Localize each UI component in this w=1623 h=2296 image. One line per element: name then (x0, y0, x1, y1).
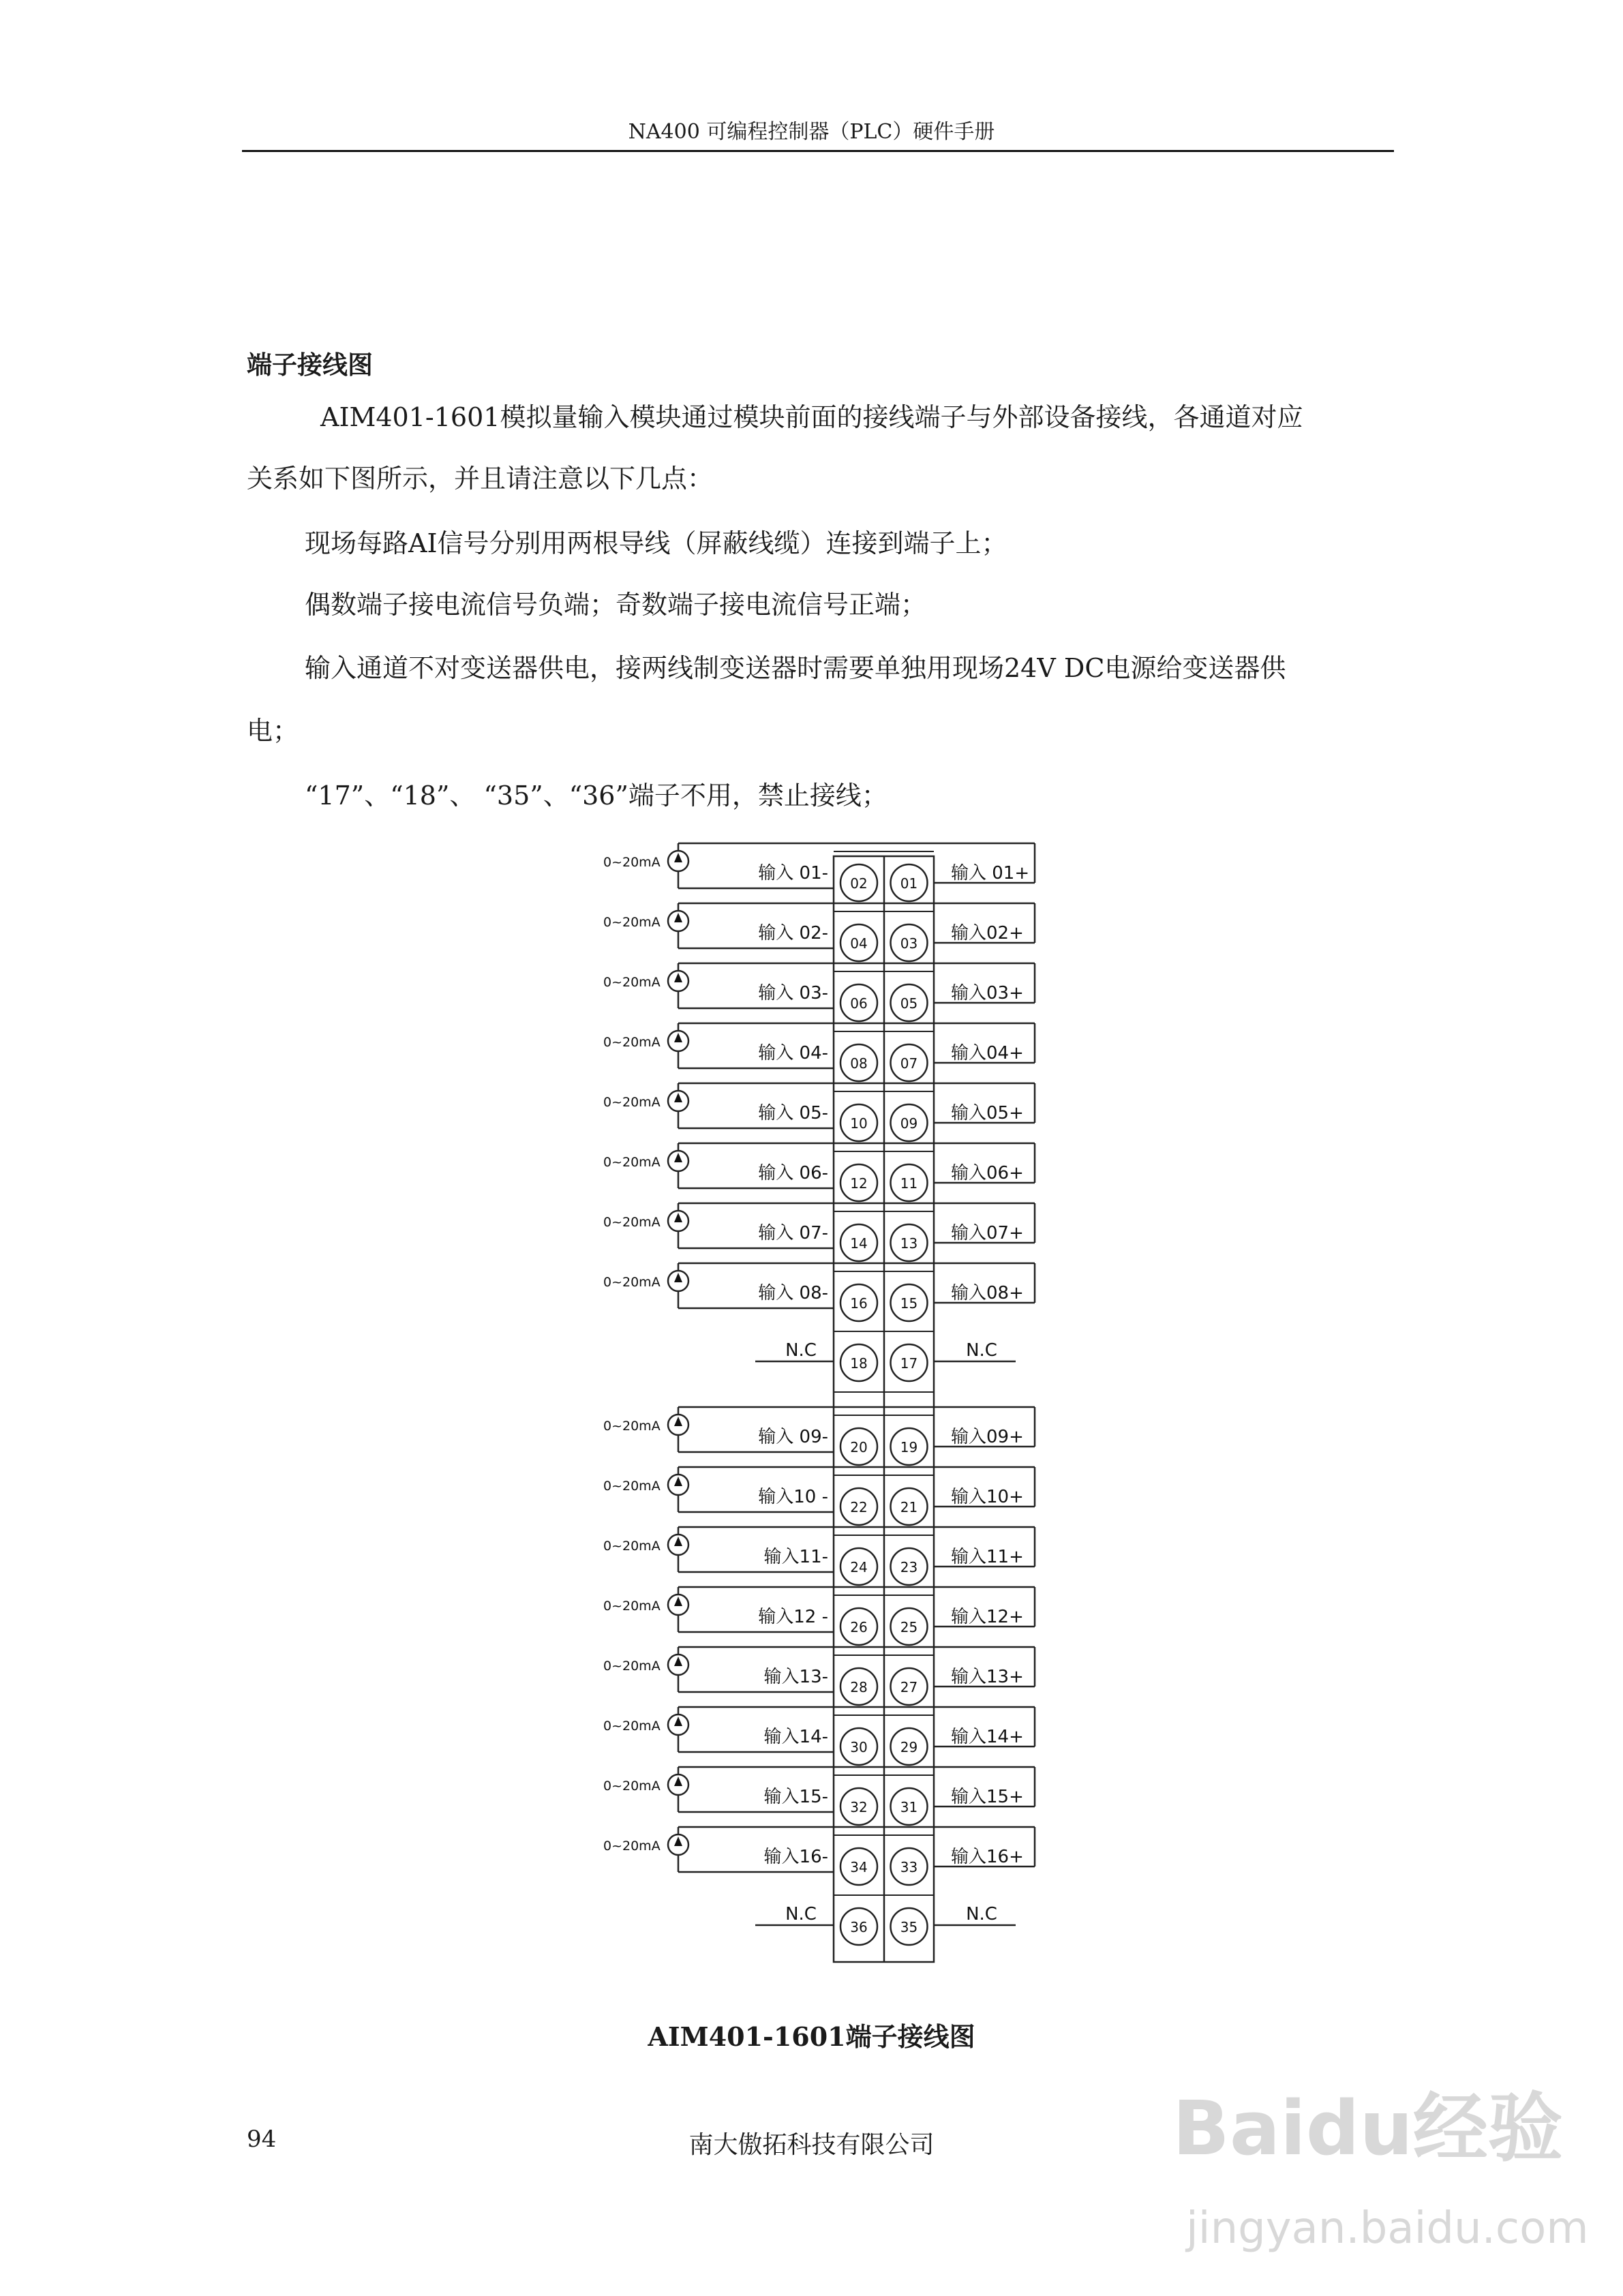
note-wiring: 现场每路AI信号分别用两根导线（屏蔽线缆）连接到端子上； (305, 528, 1007, 558)
terminal-number: 33 (900, 1859, 918, 1875)
channel-minus-label: 输入 01- (758, 863, 828, 883)
terminal-number: 09 (900, 1115, 918, 1132)
channel-plus-label: 输入04+ (951, 1043, 1024, 1063)
terminal-number: 15 (900, 1295, 918, 1312)
channel-plus-label: 输入13+ (951, 1667, 1024, 1687)
terminal-number: 14 (850, 1235, 868, 1252)
footer-company: 南大傲拓科技有限公司 (688, 2131, 935, 2159)
channel-minus-label: 输入 07- (758, 1223, 828, 1243)
channel-minus-label: 输入 08- (758, 1283, 828, 1303)
channel-minus-label: 输入 03- (758, 983, 828, 1003)
terminal-number: 01 (900, 875, 918, 892)
paragraph-intro-line2: 关系如下图所示，并且请注意以下几点： (247, 464, 714, 494)
source-range-label: 0~20mA (603, 1599, 661, 1614)
terminal-number: 36 (850, 1919, 868, 1935)
section-title: 端子接线图 (247, 350, 373, 380)
terminal-number: 07 (900, 1055, 918, 1072)
nc-label-left: N.C (785, 1904, 817, 1924)
source-range-label: 0~20mA (603, 1155, 661, 1170)
source-range-label: 0~20mA (603, 1215, 661, 1230)
terminal-number: 12 (850, 1175, 868, 1192)
terminal-number: 06 (850, 995, 868, 1012)
terminal-number: 08 (850, 1055, 868, 1072)
channel-plus-label: 输入12+ (951, 1607, 1024, 1627)
channel-plus-label: 输入11+ (951, 1547, 1024, 1567)
terminal-number: 13 (900, 1235, 918, 1252)
note-power-line1: 输入通道不对变送器供电，接两线制变送器时需要单独用现场24V DC电源给变送器供 (305, 653, 1286, 683)
page-number: 94 (247, 2126, 277, 2153)
diagram-caption: AIM401-1601端子接线图 (648, 2021, 975, 2052)
terminal-number: 34 (850, 1859, 868, 1875)
terminal-number: 19 (900, 1439, 918, 1455)
source-range-label: 0~20mA (603, 1659, 661, 1674)
channel-plus-label: 输入07+ (951, 1223, 1024, 1243)
channel-plus-label: 输入10+ (951, 1487, 1024, 1507)
terminal-number: 23 (900, 1559, 918, 1575)
terminal-number: 24 (850, 1559, 868, 1575)
paragraph-intro-line1: AIM401-1601模拟量输入模块通过模块前面的接线端子与外部设备接线，各通道对应 (320, 402, 1303, 432)
source-range-label: 0~20mA (603, 1035, 661, 1050)
channel-minus-label: 输入 05- (758, 1103, 828, 1123)
terminal-number: 05 (900, 995, 918, 1012)
channel-minus-label: 输入11- (763, 1547, 828, 1567)
terminal-number: 10 (850, 1115, 868, 1132)
channel-minus-label: 输入14- (763, 1727, 828, 1747)
nc-label-right: N.C (966, 1904, 997, 1924)
channel-minus-label: 输入16- (763, 1847, 828, 1867)
source-range-label: 0~20mA (603, 915, 661, 930)
terminal-number: 20 (850, 1439, 868, 1455)
channel-minus-label: 输入10 - (758, 1487, 828, 1507)
source-range-label: 0~20mA (603, 855, 661, 870)
source-range-label: 0~20mA (603, 1479, 661, 1494)
terminal-number: 18 (850, 1355, 868, 1372)
terminal-number: 28 (850, 1679, 868, 1695)
channel-minus-label: 输入 04- (758, 1043, 828, 1063)
source-range-label: 0~20mA (603, 1839, 661, 1854)
channel-minus-label: 输入12 - (758, 1607, 828, 1627)
terminal-number: 02 (850, 875, 868, 892)
channel-minus-label: 输入13- (763, 1667, 828, 1687)
channel-plus-label: 输入15+ (951, 1787, 1024, 1807)
watermark-url: jingyan.baidu.com (1186, 2203, 1589, 2254)
terminal-number: 27 (900, 1679, 918, 1695)
terminal-number: 26 (850, 1619, 868, 1635)
baidu-watermark-logo (1159, 2072, 1595, 2277)
channel-plus-label: 输入03+ (951, 983, 1024, 1003)
terminal-number: 29 (900, 1739, 918, 1755)
source-range-label: 0~20mA (603, 1779, 661, 1794)
source-range-label: 0~20mA (603, 1095, 661, 1110)
note-power-line2: 电； (247, 716, 299, 746)
terminal-number: 22 (850, 1499, 868, 1515)
source-range-label: 0~20mA (603, 1275, 661, 1290)
terminal-number: 04 (850, 935, 868, 952)
terminal-number: 35 (900, 1919, 918, 1935)
channel-plus-label: 输入08+ (951, 1283, 1024, 1303)
channel-plus-label: 输入 01+ (951, 863, 1030, 883)
source-range-label: 0~20mA (603, 1419, 661, 1434)
terminal-number: 32 (850, 1799, 868, 1815)
channel-minus-label: 输入 02- (758, 923, 828, 943)
nc-label-right: N.C (966, 1340, 997, 1361)
source-range-label: 0~20mA (603, 1719, 661, 1734)
channel-minus-label: 输入 09- (758, 1427, 828, 1447)
note-polarity: 偶数端子接电流信号负端；奇数端子接电流信号正端； (305, 590, 927, 620)
channel-plus-label: 输入02+ (951, 923, 1024, 943)
channel-minus-label: 输入 06- (758, 1163, 828, 1183)
terminal-number: 17 (900, 1355, 918, 1372)
terminal-number: 21 (900, 1499, 918, 1515)
source-range-label: 0~20mA (603, 1539, 661, 1554)
terminal-number: 30 (850, 1739, 868, 1755)
terminal-number: 25 (900, 1619, 918, 1635)
terminal-number: 03 (900, 935, 918, 952)
terminal-number: 16 (850, 1295, 868, 1312)
note-unused-terminals: “17”、“18”、 “35”、“36”端子不用，禁止接线； (305, 781, 888, 811)
channel-plus-label: 输入14+ (951, 1727, 1024, 1747)
terminal-number: 11 (900, 1175, 918, 1192)
channel-plus-label: 输入06+ (951, 1163, 1024, 1183)
page-header-title: NA400 可编程控制器（PLC）硬件手册 (628, 120, 995, 144)
nc-label-left: N.C (785, 1340, 817, 1361)
channel-plus-label: 输入05+ (951, 1103, 1024, 1123)
watermark-brand: Baidu经验 (1172, 2085, 1563, 2172)
channel-minus-label: 输入15- (763, 1787, 828, 1807)
channel-plus-label: 输入16+ (951, 1847, 1024, 1867)
terminal-number: 31 (900, 1799, 918, 1815)
source-range-label: 0~20mA (603, 975, 661, 990)
channel-plus-label: 输入09+ (951, 1427, 1024, 1447)
